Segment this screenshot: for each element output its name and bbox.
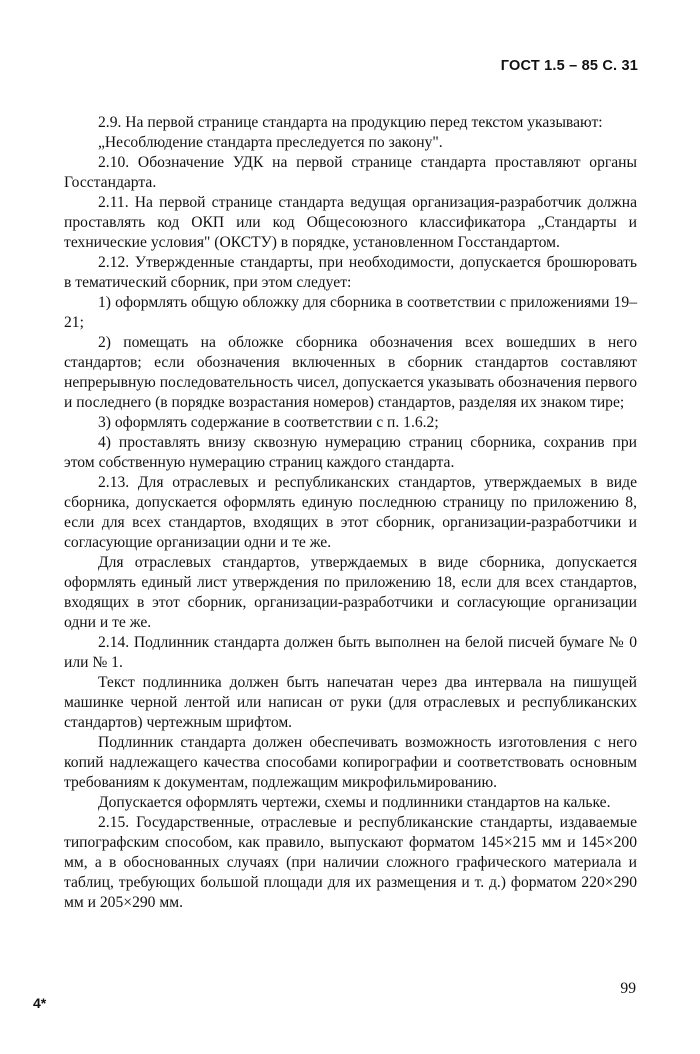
paragraph-2-10: 2.10. Обозначение УДК на первой странице стандарта проставляют органы Госстандарта. (64, 154, 637, 191)
signature-mark: 4* (33, 995, 47, 1011)
paragraph-2-14-copies: Подлинник стандарта должен обеспечивать возможность изготовления с него копий надлежащего качества способами копирографии и соответствовать основным требованиям к документам, подлежащим микрофильмированию. (64, 734, 637, 791)
list-item-4: 4) проставлять внизу сквозную нумерацию страниц сборника, сохранив при этом собственную нумерацию страниц каждого стандарта. (64, 434, 637, 471)
paragraph-2-9-quote: „Несоблюдение стандарта преследуется по закону". (98, 134, 443, 151)
running-header: ГОСТ 1.5 – 85 С. 31 (500, 58, 638, 74)
paragraph-2-13: 2.13. Для отраслевых и республиканских стандартов, утверждаемых в виде сборника, допускается оформлять единую последнюю страницу по приложению 8, если для всех стандартов, входящих в этот сборник, организации-разработчики и согласующие организации одни и те же. (64, 474, 637, 551)
paragraph-2-11: 2.11. На первой странице стандарта ведущая организация-разработчик должна проставлять код ОКП или код Общесоюзного классификатора „Стандарты и технические условия" (ОКСТУ) в порядке, установленном Госстандартом. (64, 194, 637, 251)
list-item-1: 1) оформлять общую обложку для сборника в соответствии с приложениями 19–21; (64, 294, 637, 331)
paragraph-2-14-text: Текст подлинника должен быть напечатан через два интервала на пишущей машинке черной лентой или написан от руки (для отраслевых и республиканских стандартов) чертежным шрифтом. (64, 674, 637, 731)
list-item-2: 2) помещать на обложке сборника обозначения всех вошедших в него стандартов; если обозначения включенных в сборник стандартов составляют непрерывную последовательность чисел, допускается указывать обозначения первого и последнего (в порядке возрастания номеров) стандартов, разделяя их знаком тире; (64, 334, 637, 411)
paragraph-2-15: 2.15. Государственные, отраслевые и республиканские стандарты, издаваемые типографским способом, как правило, выпускают форматом 145×215 мм и 145×200 мм, а в обоснованных случаях (при наличии сложного графического материала и таблиц, требующих большой площади для их размещения и т. д.) форматом 220×290 мм и 205×290 мм. (64, 814, 637, 911)
page-number: 99 (620, 980, 636, 997)
list-item-3: 3) оформлять содержание в соответствии с п. 1.6.2; (98, 414, 439, 431)
paragraph-2-14: 2.14. Подлинник стандарта должен быть выполнен на белой писчей бумаге № 0 или № 1. (64, 634, 637, 671)
paragraph-2-9: 2.9. На первой странице стандарта на продукцию перед текстом указывают: (98, 114, 603, 131)
paragraph-2-14-tracing: Допускается оформлять чертежи, схемы и подлинники стандартов на кальке. (98, 794, 611, 811)
document-body (64, 113, 637, 913)
paragraph-2-12: 2.12. Утвержденные стандарты, при необходимости, допускается брошюровать в тематический сборник, при этом следует: (64, 254, 637, 291)
paragraph-2-13-cont: Для отраслевых стандартов, утверждаемых в виде сборника, допускается оформлять единый лист утверждения по приложению 18, если для всех стандартов, входящих в этот сборник, организации-разработчики и согласующие организации одни и те же. (64, 554, 637, 631)
